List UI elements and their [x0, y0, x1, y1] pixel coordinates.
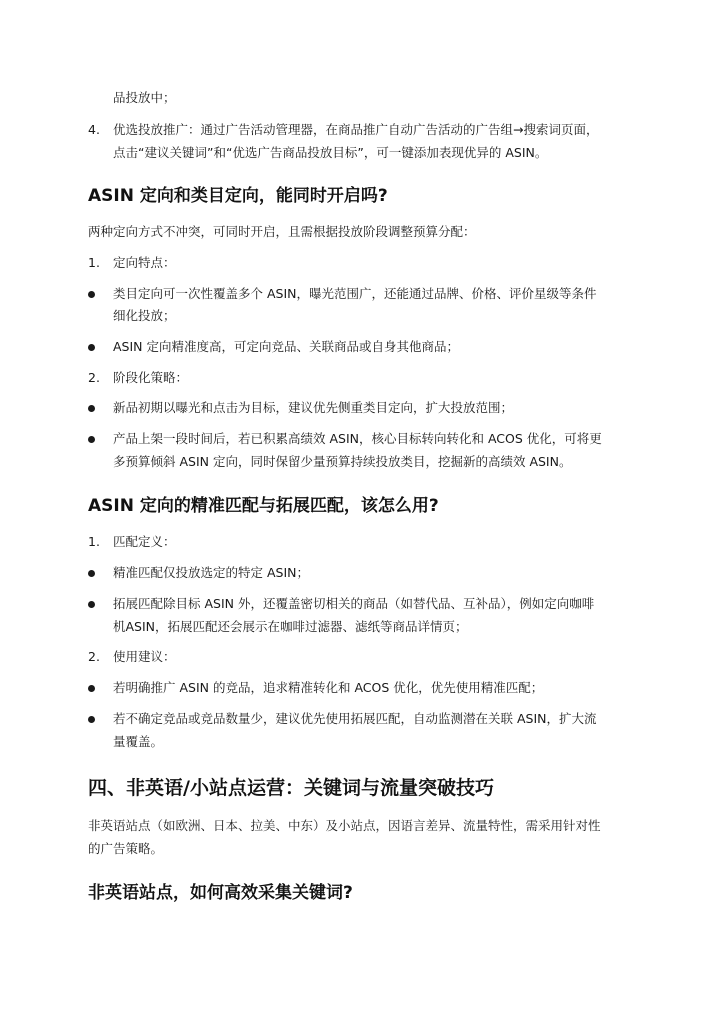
section-heading: ASIN 定向和类目定向，能同时开启吗?	[88, 186, 388, 206]
list-item-text: 定向特点：	[113, 255, 176, 270]
list-item-text: 多预算倾斜 ASIN 定向，同时保留少量预算持续投放类目，挖掘新的高绩效 ASIN。	[113, 454, 572, 469]
section-heading: 非英语站点，如何高效采集关键词?	[88, 883, 353, 903]
list-item-text: 优选投放推广：通过广告活动管理器，在商品推广自动广告活动的广告组→搜索词页面，	[113, 122, 599, 137]
paragraph-text: 两种定向方式不冲突，可同时开启，且需根据投放阶段调整预算分配：	[88, 224, 476, 239]
list-item-text: 使用建议：	[113, 649, 176, 664]
list-item-text: 点击“建议关键词”和“优选广告商品投放目标”，可一键添加表现优异的 ASIN。	[113, 145, 548, 160]
list-item-text: 若不确定竞品或竞品数量少，建议优先使用拓展匹配，自动监测潜在关联 ASIN，扩大流	[113, 711, 597, 726]
list-item-text: 细化投放；	[113, 308, 176, 323]
bullet-icon	[88, 291, 95, 298]
paragraph-text: 的广告策略。	[88, 841, 164, 856]
list-item-text: 精准匹配仅投放选定的特定 ASIN；	[113, 565, 309, 580]
list-number: 1.	[88, 534, 100, 549]
list-item-text: 若明确推广 ASIN 的竞品，追求精准转化和 ACOS 优化，优先使用精准匹配；	[113, 680, 544, 695]
list-item-text: 匹配定义：	[113, 534, 176, 549]
bullet-icon	[88, 570, 95, 577]
list-number: 2.	[88, 649, 100, 664]
list-item-text: ASIN 定向精准度高，可定向竞品、关联商品或自身其他商品；	[113, 339, 459, 354]
list-item-text: 品投放中；	[113, 90, 176, 105]
list-item-text: 类目定向可一次性覆盖多个 ASIN，曝光范围广，还能通过品牌、价格、评价星级等条件	[113, 286, 597, 301]
paragraph-text: 非英语站点（如欧洲、日本、拉美、中东）及小站点，因语言差异、流量特性，需采用针对性	[88, 818, 601, 833]
bullet-icon	[88, 601, 95, 608]
bullet-icon	[88, 716, 95, 723]
list-item-text: 阶段化策略：	[113, 370, 189, 385]
list-number: 2.	[88, 370, 100, 385]
list-number: 4.	[88, 122, 100, 137]
list-item-text: 机ASIN，拓展匹配还会展示在咖啡过滤器、滤纸等商品详情页；	[113, 619, 468, 634]
bullet-icon	[88, 405, 95, 412]
list-item-text: 拓展匹配除目标 ASIN 外，还覆盖密切相关的商品（如替代品、互补品），例如定向咖啡	[113, 596, 595, 611]
section-heading: ASIN 定向的精准匹配与拓展匹配，该怎么用?	[88, 496, 439, 516]
chapter-heading: 四、非英语/小站点运营：关键词与流量突破技巧	[88, 777, 494, 799]
bullet-icon	[88, 685, 95, 692]
list-number: 1.	[88, 255, 100, 270]
list-item-text: 产品上架一段时间后，若已积累高绩效 ASIN，核心目标转向转化和 ACOS 优化，可将更	[113, 431, 602, 446]
bullet-icon	[88, 344, 95, 351]
list-item-text: 新品初期以曝光和点击为目标，建议优先侧重类目定向，扩大投放范围；	[113, 400, 514, 415]
list-item-text: 量覆盖。	[113, 734, 164, 749]
bullet-icon	[88, 436, 95, 443]
